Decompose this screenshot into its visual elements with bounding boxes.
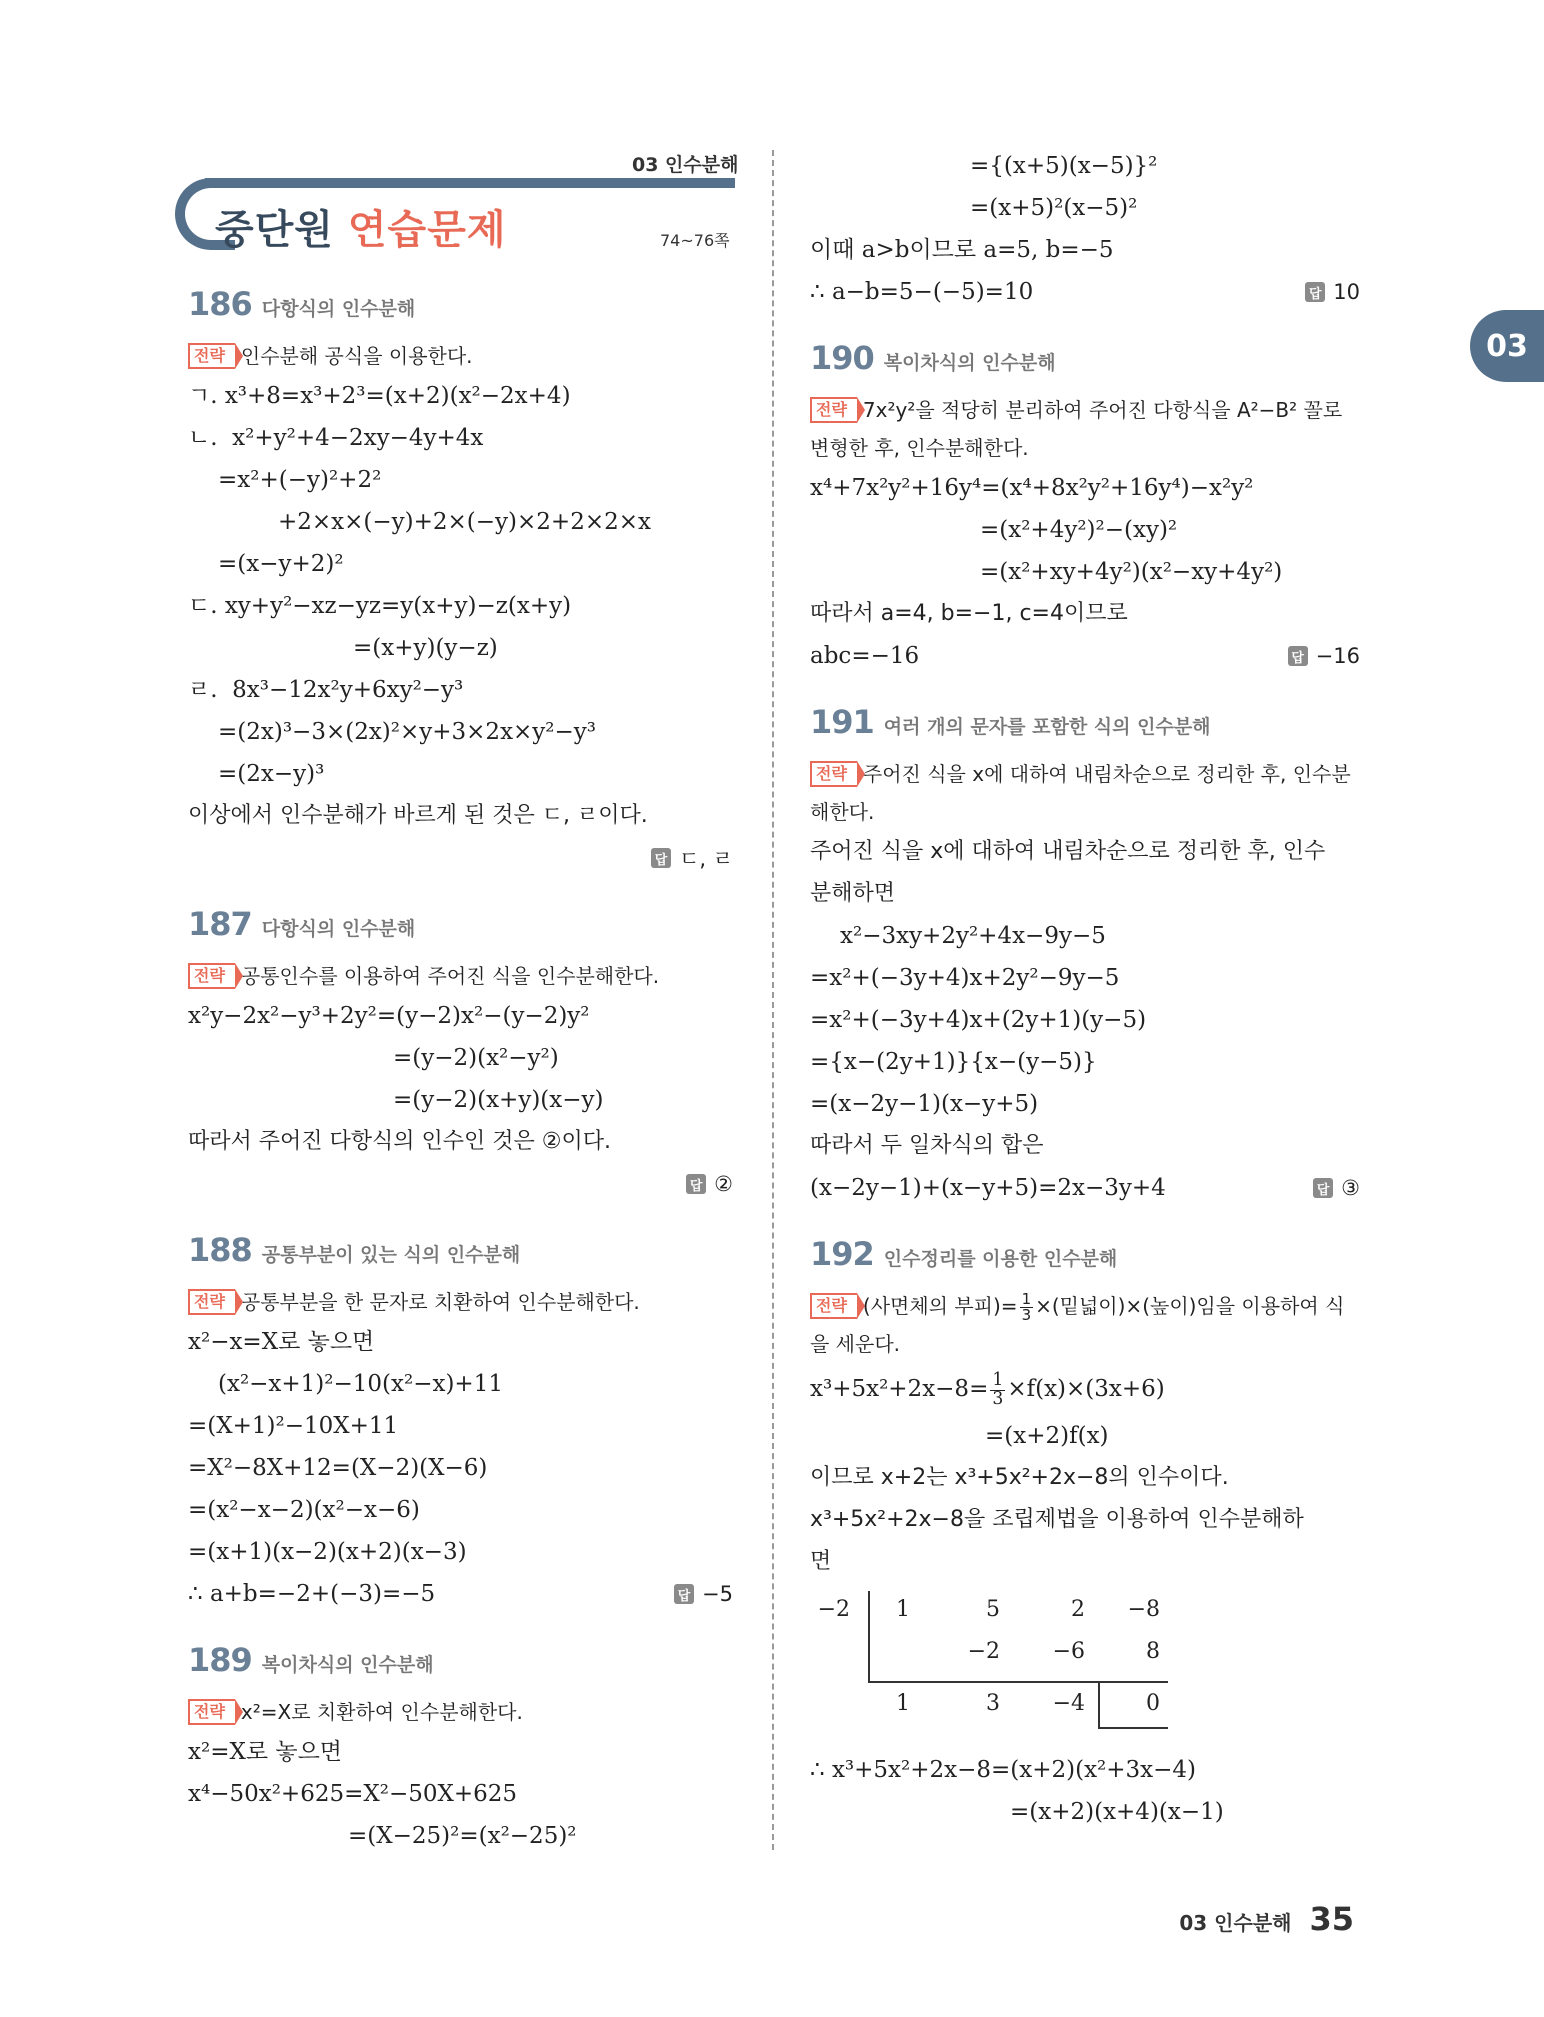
answer-icon: 답	[674, 1584, 694, 1604]
column-divider	[772, 150, 774, 1850]
solution-line: 이때 a>b이므로 a=5, b=−5	[810, 237, 1114, 263]
strategy-text: 공통부분을 한 문자로 치환하여 인수분해한다.	[240, 1290, 640, 1314]
strategy-badge: 전략	[810, 761, 857, 787]
solution-line: =(x+y)(y−z)	[353, 635, 498, 661]
solution-line: ={(x+5)(x−5)}²	[970, 153, 1158, 179]
problem-number: 186	[188, 285, 252, 323]
answer-icon: 답	[1305, 282, 1325, 302]
problem-number: 190	[810, 339, 874, 377]
solution-line: ㄹ. 8x³−12x²y+6xy²−y³	[188, 677, 464, 703]
problem-number: 187	[188, 905, 252, 943]
answer-value: −5	[702, 1582, 733, 1606]
fraction-denominator: 3	[1021, 1306, 1032, 1324]
solution-line: =(x²+4y²)²−(xy)²	[980, 517, 1178, 543]
answer-icon: 답	[686, 1174, 706, 1194]
answer-value: ②	[714, 1172, 733, 1196]
strategy	[188, 957, 733, 995]
solution-line: =(y−2)(x+y)(x−y)	[393, 1087, 604, 1113]
synthetic-cell: 2	[1071, 1597, 1085, 1622]
solution-line: =(x²+xy+4y²)(x²−xy+4y²)	[980, 559, 1283, 585]
answer-value: −16	[1315, 644, 1360, 668]
solution-line: ={x−(2y+1)}{x−(y−5)}	[810, 1049, 1097, 1075]
synthetic-cell: −6	[1052, 1639, 1085, 1664]
strategy-text: x²=X로 치환하여 인수분해한다.	[240, 1700, 523, 1724]
problem-191	[810, 703, 1360, 1209]
strategy-badge: 전략	[810, 397, 857, 423]
solution-line: =X²−8X+12=(X−2)(X−6)	[188, 1455, 488, 1481]
solution-line: (x−2y−1)+(x−y+5)=2x−3y+4	[810, 1175, 1166, 1201]
solution-line: =(x−y+2)²	[218, 551, 344, 577]
strategy-text: 주어진 식을 x에 대하여 내림차순으로 정리한 후, 인수분해한다.	[810, 762, 1351, 824]
solution-line: =(X−25)²=(x²−25)²	[348, 1823, 577, 1849]
solution-line: =(X+1)²−10X+11	[188, 1413, 399, 1439]
strategy-text: ×(밑넓이)×(높이)임을 이용하여 식을 세운다.	[810, 1294, 1345, 1356]
solution-line: =(x²−x−2)(x²−x−6)	[188, 1497, 420, 1523]
fraction	[1020, 1292, 1034, 1323]
problem-number: 189	[188, 1641, 252, 1679]
answer-icon: 답	[651, 848, 671, 868]
solution-line: x²=X로 놓으면	[188, 1739, 343, 1765]
strategy	[188, 1283, 733, 1321]
problem-number: 192	[810, 1235, 874, 1273]
solution-line: 면	[810, 1549, 832, 1574]
solution-line: =(x+1)(x−2)(x+2)(x−3)	[188, 1539, 467, 1565]
synthetic-cell: −8	[1127, 1597, 1160, 1622]
solution-line: 따라서 주어진 다항식의 인수인 것은 ②이다.	[188, 1129, 611, 1154]
strategy-text: 공통인수를 이용하여 주어진 식을 인수분해한다.	[240, 964, 660, 988]
solution-line: =(x−2y−1)(x−y+5)	[810, 1091, 1039, 1117]
chapter-tab: 03	[1470, 310, 1544, 382]
problem-topic: 여러 개의 문자를 포함한 식의 인수분해	[883, 716, 1211, 738]
solution-line: ∴ a−b=5−(−5)=10	[810, 279, 1034, 305]
solution-line: =(2x−y)³	[218, 761, 325, 787]
strategy	[188, 1693, 733, 1731]
page-number: 35	[1309, 1900, 1354, 1938]
solution-line: =(y−2)(x²−y²)	[393, 1045, 559, 1071]
chapter-label: 03 인수분해	[632, 154, 739, 176]
solution-line: =(x+2)f(x)	[985, 1423, 1109, 1449]
strategy-text: (사면체의 부피)=	[862, 1294, 1018, 1318]
solution-line: =x²+(−3y+4)x+2y²−9y−5	[810, 965, 1120, 991]
solution-line: =x²+(−y)²+2²	[218, 467, 382, 493]
answer-value: ㄷ, ㄹ	[679, 847, 733, 871]
strategy-badge: 전략	[810, 1293, 857, 1319]
solution-line: (x²−x+1)²−10(x²−x)+11	[218, 1371, 503, 1397]
solution-line: ㄱ. x³+8=x³+2³=(x+2)(x²−2x+4)	[188, 383, 571, 409]
problem-number: 191	[810, 703, 874, 741]
equation-part: x³+5x²+2x−8=	[810, 1376, 989, 1402]
solution-line: 주어진 식을 x에 대하여 내림차순으로 정리한 후, 인수	[810, 839, 1326, 864]
problem-topic: 다항식의 인수분해	[261, 918, 416, 940]
fraction-numerator: 1	[992, 1370, 1004, 1391]
equation-line	[810, 1363, 1360, 1415]
problem-topic: 다항식의 인수분해	[261, 298, 416, 320]
answer	[686, 1172, 733, 1196]
synthetic-cell: −4	[1052, 1691, 1085, 1716]
solution-line: +2×x×(−y)+2×(−y)×2+2×2×x	[278, 509, 651, 535]
solution-line: 이므로 x+2는 x³+5x²+2x−8의 인수이다.	[810, 1465, 1229, 1490]
section-title-banner	[175, 178, 735, 253]
solution-line: 따라서 두 일차식의 합은	[810, 1133, 1044, 1158]
solution-line: x²−3xy+2y²+4x−9y−5	[840, 923, 1106, 949]
answer-value: ③	[1341, 1176, 1360, 1200]
solution-line: 분해하면	[810, 881, 896, 906]
answer	[1313, 1176, 1360, 1200]
answer	[674, 1582, 733, 1606]
strategy	[810, 755, 1360, 831]
solution-line: x²−x=X로 놓으면	[188, 1329, 375, 1355]
footer-chapter: 03 인수분해	[1179, 1911, 1292, 1935]
strategy-badge: 전략	[188, 1699, 235, 1725]
right-column	[810, 145, 1360, 1859]
fraction-numerator: 1	[1021, 1290, 1032, 1308]
strategy	[810, 391, 1360, 467]
solution-line: x⁴−50x²+625=X²−50X+625	[188, 1781, 518, 1807]
answer-icon: 답	[1313, 1178, 1333, 1198]
page-range: 74~76쪽	[660, 231, 730, 250]
answer	[1288, 644, 1360, 668]
strategy	[188, 337, 733, 375]
solution-line: ㄷ. xy+y²−xz−yz=y(x+y)−z(x+y)	[188, 593, 572, 619]
synthetic-divisor: −2	[817, 1597, 850, 1622]
title-part1: 중단원	[215, 207, 334, 253]
solution-line: 이상에서 인수분해가 바르게 된 것은 ㄷ, ㄹ이다.	[188, 803, 648, 828]
synthetic-cell: 1	[896, 1691, 910, 1716]
synthetic-cell: 8	[1146, 1639, 1160, 1664]
left-column	[188, 285, 733, 1883]
strategy-text: 7x²y²을 적당히 분리하여 주어진 다항식을 A²−B² 꼴로 변형한 후, 인수분해한다.	[810, 398, 1343, 460]
solution-line: ∴ a+b=−2+(−3)=−5	[188, 1581, 436, 1607]
answer-value: 10	[1333, 280, 1360, 304]
answer	[1305, 280, 1360, 304]
solution-line: x³+5x²+2x−8을 조립제법을 이용하여 인수분해하	[810, 1507, 1304, 1532]
answer	[651, 843, 733, 873]
solution-line: x²y−2x²−y³+2y²=(y−2)x²−(y−2)y²	[188, 1003, 590, 1029]
fraction	[990, 1372, 1005, 1408]
solution-line: abc=−16	[810, 643, 920, 669]
synthetic-cell: 1	[896, 1597, 910, 1622]
problem-189-continued	[810, 145, 1360, 313]
answer-icon: 답	[1288, 646, 1308, 666]
problem-topic: 공통부분이 있는 식의 인수분해	[261, 1244, 521, 1266]
synthetic-cell: 3	[986, 1691, 1000, 1716]
solution-line: ㄴ. x²+y²+4−2xy−4y+4x	[188, 425, 484, 451]
solution-line: ∴ x³+5x²+2x−8=(x+2)(x²+3x−4)	[810, 1757, 1197, 1783]
problem-186	[188, 285, 733, 879]
problem-192	[810, 1235, 1360, 1833]
strategy-badge: 전략	[188, 1289, 235, 1315]
problem-190	[810, 339, 1360, 677]
solution-line: 따라서 a=4, b=−1, c=4이므로	[810, 601, 1128, 626]
synthetic-division-table	[810, 1591, 1210, 1741]
solution-line: =(x+5)²(x−5)²	[970, 195, 1138, 221]
problem-topic: 복이차식의 인수분해	[261, 1654, 434, 1676]
title-rule	[205, 178, 735, 188]
strategy-badge: 전략	[188, 963, 235, 989]
synthetic-cell: −2	[967, 1639, 1000, 1664]
title-part2: 연습문제	[347, 207, 507, 253]
solution-line: x⁴+7x²y²+16y⁴=(x⁴+8x²y²+16y⁴)−x²y²	[810, 475, 1254, 501]
problem-189	[188, 1641, 733, 1857]
page-footer	[1179, 1900, 1354, 1938]
equation-part: ×f(x)×(3x+6)	[1007, 1376, 1165, 1402]
solution-line: =(2x)³−3×(2x)²×y+3×2x×y²−y³	[218, 719, 597, 745]
section-title	[215, 198, 506, 255]
problem-number: 188	[188, 1231, 252, 1269]
strategy	[810, 1287, 1360, 1363]
strategy-text: 인수분해 공식을 이용한다.	[240, 344, 473, 368]
synthetic-remainder: 0	[1146, 1691, 1160, 1716]
synthetic-cell: 5	[986, 1597, 1000, 1622]
strategy-badge: 전략	[188, 343, 235, 369]
problem-topic: 인수정리를 이용한 인수분해	[883, 1248, 1118, 1270]
fraction-denominator: 3	[992, 1388, 1004, 1409]
problem-topic: 복이차식의 인수분해	[883, 352, 1056, 374]
problem-187	[188, 905, 733, 1205]
problem-188	[188, 1231, 733, 1615]
solution-line: =(x+2)(x+4)(x−1)	[1010, 1799, 1224, 1825]
solution-line: =x²+(−3y+4)x+(2y+1)(y−5)	[810, 1007, 1147, 1033]
